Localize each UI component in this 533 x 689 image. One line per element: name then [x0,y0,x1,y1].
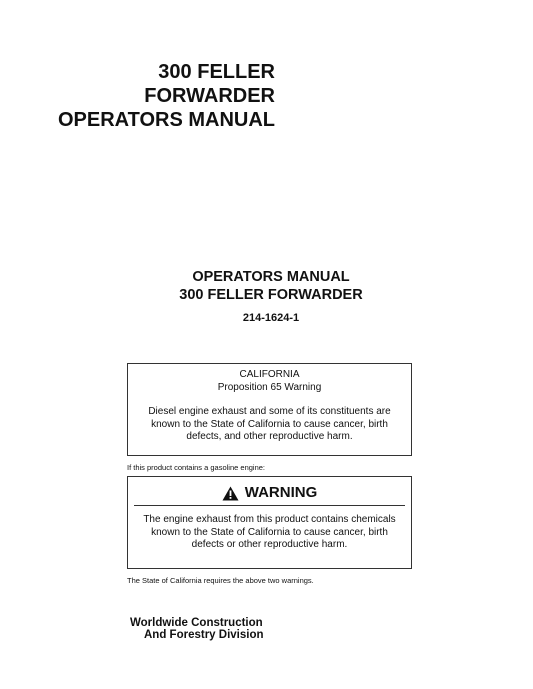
warning-header [134,483,405,506]
subtitle-line-1: OPERATORS MANUAL [192,269,350,285]
california-heading: CALIFORNIA [239,369,300,380]
warning-body-line: known to the State of California to cause cancer, birth [151,526,388,538]
division-line-2: And Forestry Division [144,629,264,641]
california-warning-box [127,363,412,456]
cover-title-line: FORWARDER [144,85,275,107]
division-line-1: Worldwide Construction [130,617,263,629]
warning-body [128,514,411,552]
california-body-line: known to the State of California to cause cancer, birth [151,418,388,430]
cover-title-line: OPERATORS MANUAL [57,109,275,131]
gasoline-engine-note: If this product contains a gasoline engine: [127,463,266,472]
california-body-line: Diesel engine exhaust and some of its constituents are [148,406,391,417]
part-number: 214-1624-1 [242,312,300,324]
proposition-65-heading: Proposition 65 Warning [217,381,322,393]
warning-heading: WARNING [244,484,318,501]
subtitle-line-2: 300 FELLER FORWARDER [179,287,363,303]
division-name [130,617,264,641]
gasoline-warning-box [127,476,412,569]
two-warnings-note: The State of California requires the above two warnings. [127,576,314,585]
warning-body-line: defects or other reproductive harm. [191,539,348,550]
warning-body-line: The engine exhaust from this product contains chemicals [143,514,396,525]
subtitle-block [130,268,412,324]
cover-title [58,60,275,132]
california-body-line: defects, and other reproductive harm. [186,431,353,442]
warning-triangle-icon [222,486,239,501]
cover-title-line: 300 FELLER [158,61,275,83]
